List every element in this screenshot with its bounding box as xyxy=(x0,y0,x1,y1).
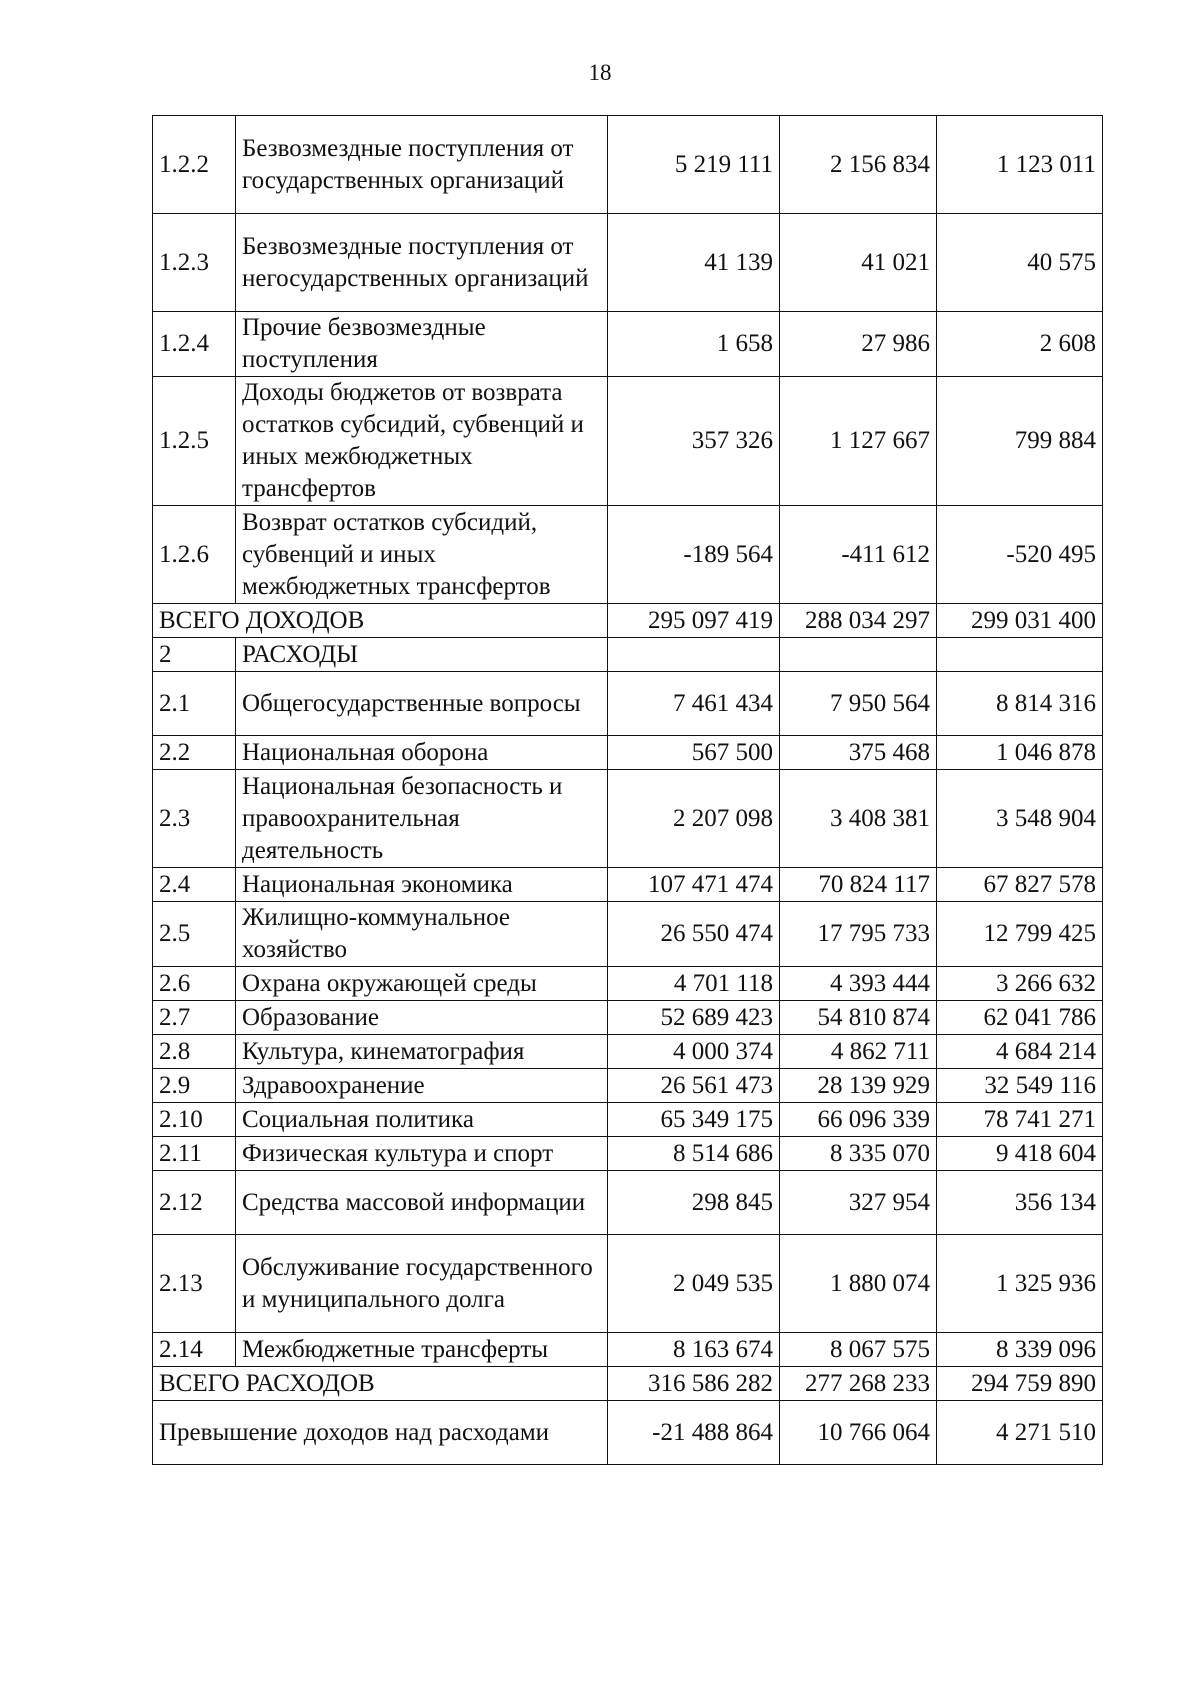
table-row xyxy=(153,312,1103,377)
row-name: Здравоохранение xyxy=(236,1069,608,1103)
row-code: 2.12 xyxy=(153,1171,236,1235)
value-col-2: 4 393 444 xyxy=(780,967,937,1001)
row-name: Безвозмездные поступления от государственных организаций xyxy=(236,116,608,214)
row-name: Социальная политика xyxy=(236,1103,608,1137)
total-label: Превышение доходов над расходами xyxy=(153,1401,608,1465)
value-col-1 xyxy=(608,638,780,672)
value-col-3: 62 041 786 xyxy=(937,1001,1103,1035)
row-name: РАСХОДЫ xyxy=(236,638,608,672)
total-label: ВСЕГО РАСХОДОВ xyxy=(153,1367,608,1401)
row-code: 1.2.4 xyxy=(153,312,236,377)
row-name: Физическая культура и спорт xyxy=(236,1137,608,1171)
value-col-1: 5 219 111 xyxy=(608,116,780,214)
table-row xyxy=(153,868,1103,902)
table-row xyxy=(153,377,1103,506)
row-code: 1.2.3 xyxy=(153,214,236,312)
value-col-3: 1 325 936 xyxy=(937,1235,1103,1333)
value-col-3: -520 495 xyxy=(937,506,1103,604)
row-code: 2.14 xyxy=(153,1333,236,1367)
table-row xyxy=(153,506,1103,604)
value-col-2: 7 950 564 xyxy=(780,672,937,736)
value-col-2: 1 127 667 xyxy=(780,377,937,506)
value-col-2: 277 268 233 xyxy=(780,1367,937,1401)
value-col-1: 2 207 098 xyxy=(608,770,780,868)
value-col-1: -189 564 xyxy=(608,506,780,604)
row-name: Межбюджетные трансферты xyxy=(236,1333,608,1367)
value-col-1: 52 689 423 xyxy=(608,1001,780,1035)
row-code: 2.5 xyxy=(153,902,236,967)
value-col-2 xyxy=(780,638,937,672)
table-total-row xyxy=(153,604,1103,638)
value-col-1: 4 701 118 xyxy=(608,967,780,1001)
value-col-3: 3 548 904 xyxy=(937,770,1103,868)
value-col-3: 12 799 425 xyxy=(937,902,1103,967)
row-name: Национальная экономика xyxy=(236,868,608,902)
value-col-1: 316 586 282 xyxy=(608,1367,780,1401)
value-col-3: 4 271 510 xyxy=(937,1401,1103,1465)
table-row xyxy=(153,1137,1103,1171)
row-code: 2.11 xyxy=(153,1137,236,1171)
table-row xyxy=(153,967,1103,1001)
value-col-1: 41 139 xyxy=(608,214,780,312)
value-col-2: 66 096 339 xyxy=(780,1103,937,1137)
value-col-1: 26 550 474 xyxy=(608,902,780,967)
row-name: Средства массовой информации xyxy=(236,1171,608,1235)
value-col-1: 1 658 xyxy=(608,312,780,377)
value-col-2: 54 810 874 xyxy=(780,1001,937,1035)
row-name: Доходы бюджетов от возврата остатков субсидий, субвенций и иных межбюджетных трансфертов xyxy=(236,377,608,506)
row-name: Прочие безвозмездные поступления xyxy=(236,312,608,377)
row-code: 2 xyxy=(153,638,236,672)
table-total-row xyxy=(153,1401,1103,1465)
table-row xyxy=(153,1069,1103,1103)
table-row xyxy=(153,1035,1103,1069)
budget-table xyxy=(152,115,1103,1465)
row-name: Национальная оборона xyxy=(236,736,608,770)
row-code: 2.6 xyxy=(153,967,236,1001)
value-col-3: 799 884 xyxy=(937,377,1103,506)
value-col-1: 295 097 419 xyxy=(608,604,780,638)
value-col-2: 27 986 xyxy=(780,312,937,377)
value-col-1: 4 000 374 xyxy=(608,1035,780,1069)
table-row xyxy=(153,638,1103,672)
value-col-2: 70 824 117 xyxy=(780,868,937,902)
table-row xyxy=(153,1333,1103,1367)
value-col-1: 8 163 674 xyxy=(608,1333,780,1367)
table-row xyxy=(153,116,1103,214)
page-number: 18 xyxy=(588,60,612,85)
value-col-2: 41 021 xyxy=(780,214,937,312)
value-col-2: 8 067 575 xyxy=(780,1333,937,1367)
value-col-3: 356 134 xyxy=(937,1171,1103,1235)
total-label: ВСЕГО ДОХОДОВ xyxy=(153,604,608,638)
value-col-3: 4 684 214 xyxy=(937,1035,1103,1069)
row-code: 2.10 xyxy=(153,1103,236,1137)
value-col-3: 32 549 116 xyxy=(937,1069,1103,1103)
table-row xyxy=(153,1235,1103,1333)
row-code: 2.1 xyxy=(153,672,236,736)
value-col-3: 1 123 011 xyxy=(937,116,1103,214)
table-row xyxy=(153,770,1103,868)
value-col-2: 3 408 381 xyxy=(780,770,937,868)
value-col-2: 1 880 074 xyxy=(780,1235,937,1333)
table-row xyxy=(153,736,1103,770)
value-col-3: 67 827 578 xyxy=(937,868,1103,902)
value-col-2: 17 795 733 xyxy=(780,902,937,967)
row-code: 2.2 xyxy=(153,736,236,770)
value-col-1: 65 349 175 xyxy=(608,1103,780,1137)
table-row xyxy=(153,1001,1103,1035)
table-row xyxy=(153,902,1103,967)
value-col-3: 78 741 271 xyxy=(937,1103,1103,1137)
row-name: Образование xyxy=(236,1001,608,1035)
value-col-1: -21 488 864 xyxy=(608,1401,780,1465)
row-name: Национальная безопасность и правоохранительная деятельность xyxy=(236,770,608,868)
table-row xyxy=(153,214,1103,312)
row-code: 2.13 xyxy=(153,1235,236,1333)
row-name: Жилищно-коммунальное хозяйство xyxy=(236,902,608,967)
row-code: 1.2.2 xyxy=(153,116,236,214)
row-name: Возврат остатков субсидий, субвенций и иных межбюджетных трансфертов xyxy=(236,506,608,604)
value-col-3: 3 266 632 xyxy=(937,967,1103,1001)
row-code: 1.2.6 xyxy=(153,506,236,604)
row-code: 2.3 xyxy=(153,770,236,868)
row-code: 2.4 xyxy=(153,868,236,902)
value-col-2: 8 335 070 xyxy=(780,1137,937,1171)
row-name: Охрана окружающей среды xyxy=(236,967,608,1001)
value-col-2: 288 034 297 xyxy=(780,604,937,638)
value-col-3: 9 418 604 xyxy=(937,1137,1103,1171)
table-row xyxy=(153,1103,1103,1137)
value-col-1: 107 471 474 xyxy=(608,868,780,902)
value-col-3: 40 575 xyxy=(937,214,1103,312)
row-name: Культура, кинематография xyxy=(236,1035,608,1069)
value-col-1: 8 514 686 xyxy=(608,1137,780,1171)
row-name: Обслуживание государственного и муниципального долга xyxy=(236,1235,608,1333)
table-row xyxy=(153,1171,1103,1235)
value-col-2: 2 156 834 xyxy=(780,116,937,214)
value-col-1: 298 845 xyxy=(608,1171,780,1235)
value-col-3: 2 608 xyxy=(937,312,1103,377)
row-code: 2.8 xyxy=(153,1035,236,1069)
value-col-1: 2 049 535 xyxy=(608,1235,780,1333)
value-col-1: 26 561 473 xyxy=(608,1069,780,1103)
value-col-2: 327 954 xyxy=(780,1171,937,1235)
row-code: 2.7 xyxy=(153,1001,236,1035)
value-col-2: 375 468 xyxy=(780,736,937,770)
budget-table-body xyxy=(153,116,1103,1465)
value-col-3: 8 339 096 xyxy=(937,1333,1103,1367)
row-code: 2.9 xyxy=(153,1069,236,1103)
value-col-2: -411 612 xyxy=(780,506,937,604)
value-col-3: 8 814 316 xyxy=(937,672,1103,736)
value-col-1: 357 326 xyxy=(608,377,780,506)
value-col-2: 28 139 929 xyxy=(780,1069,937,1103)
row-name: Безвозмездные поступления от негосударственных организаций xyxy=(236,214,608,312)
row-code: 1.2.5 xyxy=(153,377,236,506)
value-col-1: 567 500 xyxy=(608,736,780,770)
table-row xyxy=(153,672,1103,736)
row-name: Общегосударственные вопросы xyxy=(236,672,608,736)
value-col-3: 1 046 878 xyxy=(937,736,1103,770)
value-col-2: 4 862 711 xyxy=(780,1035,937,1069)
value-col-2: 10 766 064 xyxy=(780,1401,937,1465)
value-col-3 xyxy=(937,638,1103,672)
value-col-3: 299 031 400 xyxy=(937,604,1103,638)
table-total-row xyxy=(153,1367,1103,1401)
value-col-3: 294 759 890 xyxy=(937,1367,1103,1401)
value-col-1: 7 461 434 xyxy=(608,672,780,736)
